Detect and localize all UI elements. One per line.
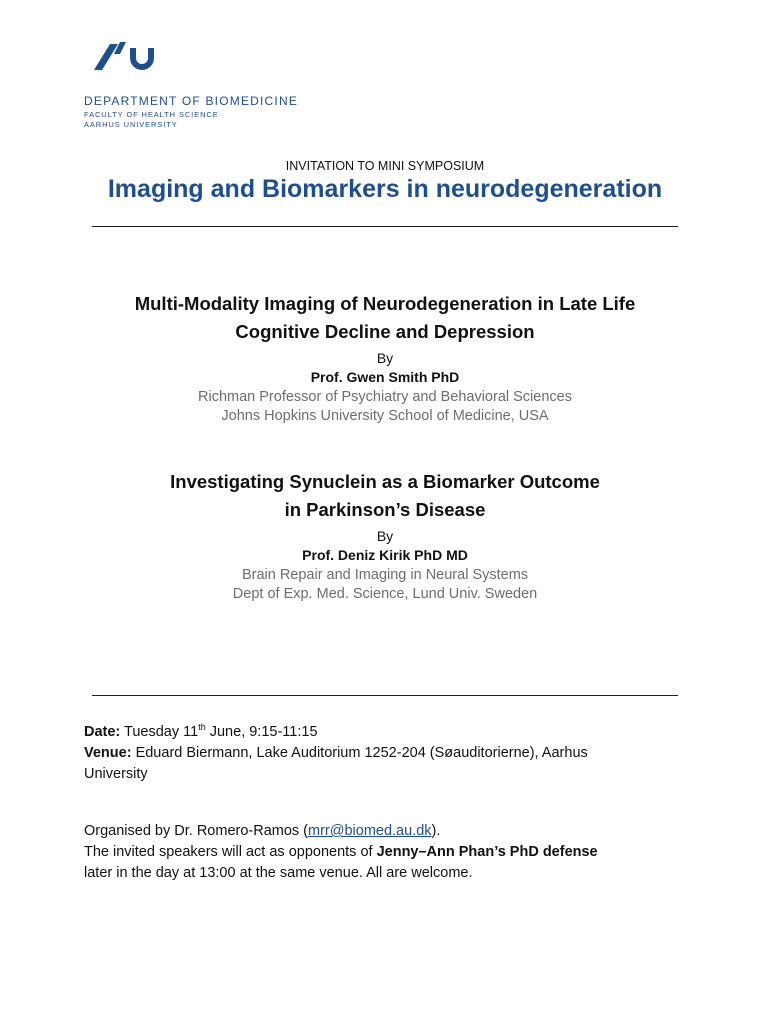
talk-2 bbox=[0, 468, 770, 602]
top-divider bbox=[92, 226, 678, 227]
talk-1-title-line1: Multi-Modality Imaging of Neurodegeneration in Late Life bbox=[134, 293, 636, 314]
organiser-email-link[interactable]: mrr@biomed.au.dk bbox=[308, 823, 432, 839]
date-value-sup: th bbox=[198, 722, 206, 733]
venue-line bbox=[84, 743, 684, 764]
talk-2-affiliation-1: Brain Repair and Imaging in Neural Systems bbox=[241, 567, 529, 583]
date-line bbox=[84, 722, 684, 743]
talk-1-by: By bbox=[376, 350, 394, 366]
organiser-text-end: ). bbox=[431, 823, 441, 839]
talk-1 bbox=[0, 290, 770, 424]
department-name: DEPARTMENT OF BIOMEDICINE bbox=[84, 94, 299, 108]
defense-name: Jenny–Ann Phan’s PhD defense bbox=[376, 844, 598, 860]
date-label: Date: bbox=[84, 724, 121, 740]
date-value-post: June, 9:15-11:15 bbox=[205, 724, 318, 740]
footer-notes bbox=[84, 821, 684, 884]
talk-2-title-line1: Investigating Synuclein as a Biomarker Outcome bbox=[170, 471, 600, 492]
symposium-title: Imaging and Biomarkers in neurodegeneration bbox=[107, 175, 663, 203]
event-details bbox=[84, 722, 684, 785]
opponents-line bbox=[84, 842, 684, 863]
talk-2-affiliation-2: Dept of Exp. Med. Science, Lund Univ. Sweden bbox=[232, 586, 538, 602]
university-name: AARHUS UNIVERSITY bbox=[84, 120, 178, 129]
talk-2-speaker: Prof. Deniz Kirik PhD MD bbox=[302, 547, 468, 563]
faculty-name: FACULTY OF HEALTH SCIENCE bbox=[84, 110, 219, 119]
talk-1-affiliation-2: Johns Hopkins University School of Medicine, USA bbox=[221, 408, 549, 424]
talk-1-speaker: Prof. Gwen Smith PhD bbox=[310, 369, 460, 385]
venue-line-2: University bbox=[84, 766, 148, 782]
talk-1-affiliation-1: Richman Professor of Psychiatry and Behavioral Sciences bbox=[198, 389, 572, 405]
talk-2-by: By bbox=[376, 528, 394, 544]
organiser-line bbox=[84, 821, 684, 842]
venue-label: Venue: bbox=[84, 745, 132, 761]
talk-1-title-line2: Cognitive Decline and Depression bbox=[235, 321, 535, 342]
closing-line: later in the day at 13:00 at the same venue. All are welcome. bbox=[84, 865, 473, 881]
date-value-pre: Tuesday 11 bbox=[120, 724, 199, 740]
invitation-label: INVITATION TO MINI SYMPOSIUM bbox=[285, 159, 485, 173]
opponents-text: The invited speakers will act as opponents of bbox=[84, 844, 377, 860]
bottom-divider bbox=[92, 695, 678, 696]
aarhus-university-logo bbox=[92, 40, 158, 72]
organiser-text: Organised by Dr. Romero-Ramos ( bbox=[84, 823, 309, 839]
venue-value: Eduard Biermann, Lake Auditorium 1252-204 (Søauditorierne), Aarhus bbox=[131, 745, 588, 761]
talk-2-title-line2: in Parkinson’s Disease bbox=[284, 499, 486, 520]
